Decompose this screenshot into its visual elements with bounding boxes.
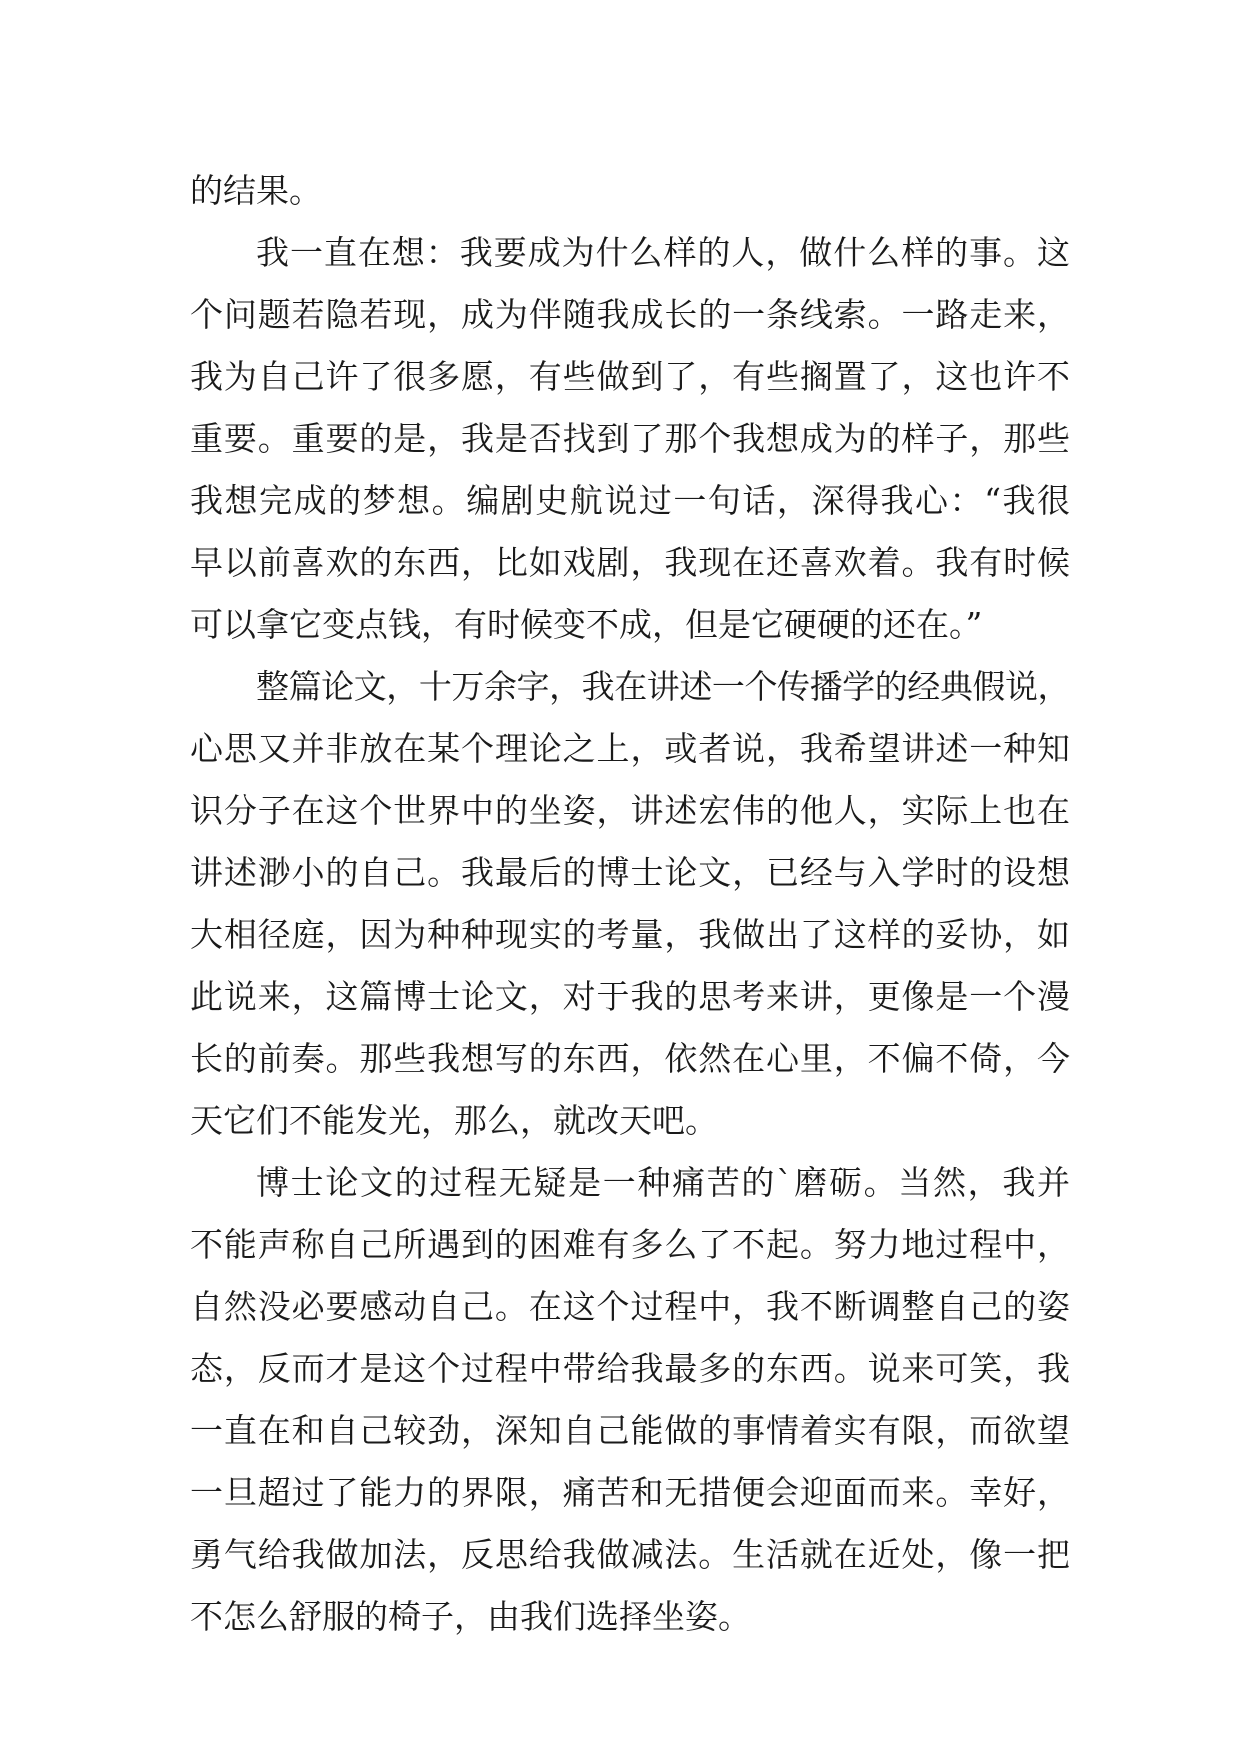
text-line: 不能声称自己所遇到的困难有多么了不起。努力地过程中， bbox=[190, 1225, 1070, 1264]
text-line: 长的前奏。那些我想写的东西，依然在心里，不偏不倚，今 bbox=[190, 1039, 1070, 1078]
text-line: 天它们不能发光，那么，就改天吧。 bbox=[190, 1101, 718, 1140]
text-line: 我想完成的梦想。编剧史航说过一句话，深得我心：“我很 bbox=[190, 481, 1070, 520]
text-line: 可以拿它变点钱，有时候变不成，但是它硬硬的还在。” bbox=[190, 605, 983, 644]
text-line: 一旦超过了能力的界限，痛苦和无措便会迎面而来。幸好， bbox=[190, 1473, 1070, 1512]
text-line: 大相径庭，因为种种现实的考量，我做出了这样的妥协，如 bbox=[190, 915, 1070, 954]
text-line: 我为自己许了很多愿，有些做到了，有些搁置了，这也许不 bbox=[190, 357, 1070, 396]
paragraph-first-line: 博士论文的过程无疑是一种痛苦的`磨砺。当然，我并 bbox=[256, 1163, 1070, 1202]
text-line: 识分子在这个世界中的坐姿，讲述宏伟的他人，实际上也在 bbox=[190, 791, 1070, 830]
text-line: 勇气给我做加法，反思给我做减法。生活就在近处，像一把 bbox=[190, 1535, 1070, 1574]
text-line: 个问题若隐若现，成为伴随我成长的一条线索。一路走来， bbox=[190, 295, 1070, 334]
text-line: 讲述渺小的自己。我最后的博士论文，已经与入学时的设想 bbox=[190, 853, 1070, 892]
text-line: 自然没必要感动自己。在这个过程中，我不断调整自己的姿 bbox=[190, 1287, 1070, 1326]
text-line: 一直在和自己较劲，深知自己能做的事情着实有限，而欲望 bbox=[190, 1411, 1070, 1450]
text-line: 早以前喜欢的东西，比如戏剧，我现在还喜欢着。我有时候 bbox=[190, 543, 1070, 582]
text-line: 的结果。 bbox=[190, 171, 322, 210]
text-line: 态，反而才是这个过程中带给我最多的东西。说来可笑，我 bbox=[190, 1349, 1070, 1388]
paragraph-first-line: 我一直在想：我要成为什么样的人，做什么样的事。这 bbox=[256, 233, 1070, 272]
text-line: 心思又并非放在某个理论之上，或者说，我希望讲述一种知 bbox=[190, 729, 1070, 768]
text-line: 不怎么舒服的椅子，由我们选择坐姿。 bbox=[190, 1597, 751, 1636]
text-line: 此说来，这篇博士论文，对于我的思考来讲，更像是一个漫 bbox=[190, 977, 1070, 1016]
body-text bbox=[190, 160, 1070, 1648]
text-line: 重要。重要的是，我是否找到了那个我想成为的样子，那些 bbox=[190, 419, 1070, 458]
paragraph-first-line: 整篇论文，十万余字，我在讲述一个传播学的经典假说， bbox=[256, 667, 1070, 706]
